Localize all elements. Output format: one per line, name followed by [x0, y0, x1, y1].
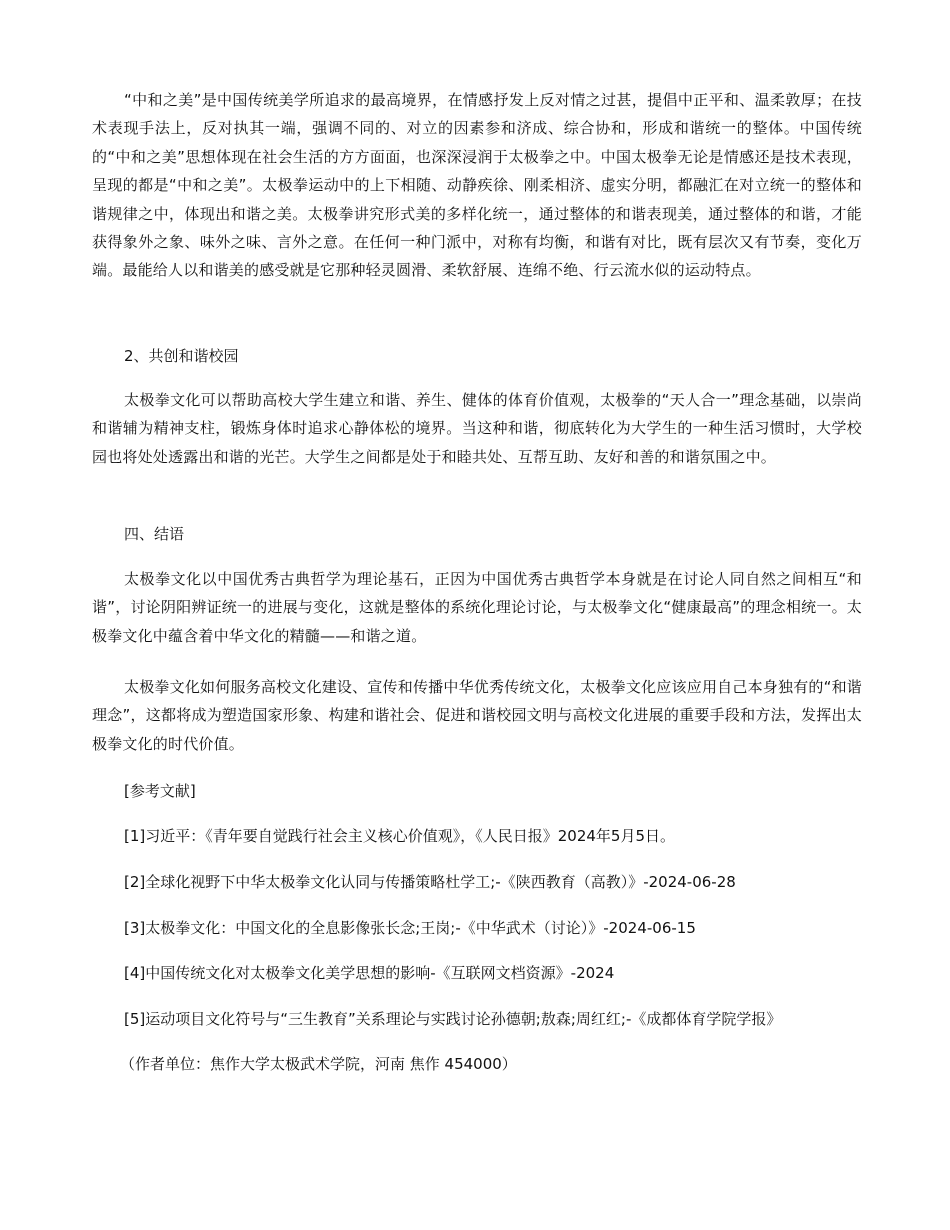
section-heading-conclusion: 四、结语	[124, 525, 185, 543]
paragraph-conclusion-2: 太极拳文化如何服务高校文化建设、宣传和传播中华优秀传统文化，太极拳文化应该应用自己本身独有的“和谐理念”，这都将成为塑造国家形象、构建和谐社会、促进和谐校园文明与高校文化进展的重要手段和方法，发挥出太极拳文化的时代价值。	[92, 678, 862, 753]
references-heading: [参考文献]	[124, 782, 196, 800]
paragraph-harmonious-campus: 太极拳文化可以帮助高校大学生建立和谐、养生、健体的体育价值观，太极拳的“天人合一”理念基础，以崇尚和谐辅为精神支柱，锻炼身体时追求心静体松的境界。当这种和谐，彻底转化为大学生的一种生活习惯时，大学校园也将处处透露出和谐的光芒。大学生之间都是处于和睦共处、互帮互助、友好和善的和谐氛围之中。	[92, 391, 862, 466]
author-unit: （作者单位：焦作大学太极武术学院，河南 焦作 454000）	[120, 1055, 517, 1073]
paragraph-zhonghe-beauty: “中和之美”是中国传统美学所追求的最高境界，在情感抒发上反对情之过甚，提倡中正平和、温柔敦厚；在技术表现手法上，反对执其一端，强调不同的、对立的因素参和济成、综合协和，形成和谐统一的整体。中国传统的“中和之美”思想体现在社会生活的方方面面，也深深浸润于太极拳之中。中国太极拳无论是情感还是技术表现，呈现的都是“中和之美”。太极拳运动中的上下相随、动静疾徐、刚柔相济、虚实分明，都融汇在对立统一的整体和谐规律之中，体现出和谐之美。太极拳讲究形式美的多样化统一，通过整体的和谐表现美，通过整体的和谐，才能获得象外之象、味外之味、言外之意。在任何一种门派中，对称有均衡，和谐有对比，既有层次又有节奏，变化万端。最能给人以和谐美的感受就是它那种轻灵圆滑、柔软舒展、连绵不绝、行云流水似的运动特点。	[92, 91, 862, 280]
reference-item-2: [2]全球化视野下中华太极拳文化认同与传播策略杜学工;-《陕西教育（高教）》-2024-06-28	[124, 873, 736, 891]
section-heading-harmonious-campus: 2、共创和谐校园	[124, 347, 239, 365]
paragraph-conclusion-1: 太极拳文化以中国优秀古典哲学为理论基石，正因为中国优秀古典哲学本身就是在讨论人同自然之间相互“和谐”，讨论阴阳辨证统一的进展与变化，这就是整体的系统化理论讨论，与太极拳文化“健康最高”的理念相统一。太极拳文化中蕴含着中华文化的精髓——和谐之道。	[92, 570, 862, 645]
reference-item-3: [3]太极拳文化：中国文化的全息影像张长念;王岗;-《中华武术（讨论）》-2024-06-15	[124, 919, 696, 937]
reference-item-4: [4]中国传统文化对太极拳文化美学思想的影响-《互联网文档资源》-2024	[124, 964, 615, 982]
reference-item-5: [5]运动项目文化符号与“三生教育”关系理论与实践讨论孙德朝;敖森;周红红;-《成都体育学院学报》	[124, 1010, 782, 1028]
reference-item-1: [1]习近平：《青年要自觉践行社会主义核心价值观》，《人民日报》2024年5月5日。	[124, 827, 676, 845]
